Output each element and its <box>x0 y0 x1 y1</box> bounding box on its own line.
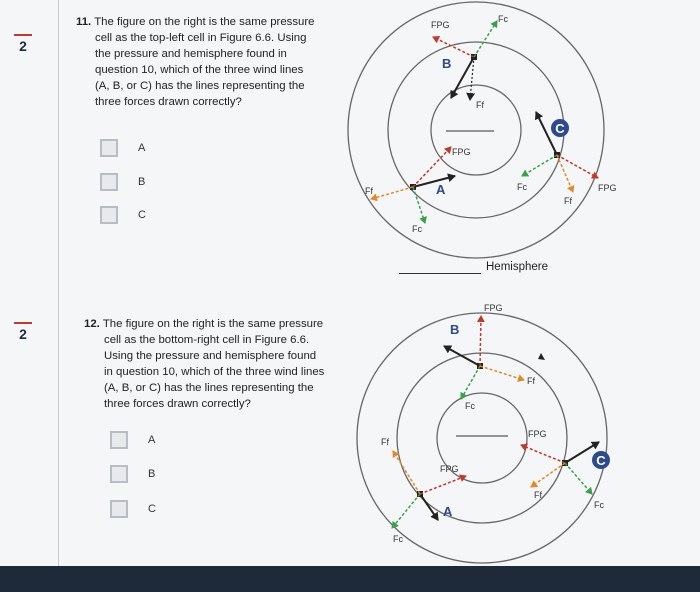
label-ff-a: Ff <box>365 186 373 196</box>
taskbar <box>0 566 700 592</box>
ff-arrow-b <box>480 366 524 380</box>
ff-arrow-c <box>557 155 573 192</box>
q11-points <box>8 34 38 54</box>
wind-line-a <box>420 494 438 520</box>
pressure-cell-figure-2 <box>340 290 700 566</box>
pressure-cell-figure-1 <box>340 0 700 260</box>
fc-arrow-a <box>413 187 425 223</box>
q12-line-0: The figure on the right is the same pressure <box>102 318 324 330</box>
q12-question-text <box>84 316 364 412</box>
ff-arrow-c <box>531 463 565 487</box>
option-label: B <box>148 468 156 480</box>
option-label: B <box>138 176 146 188</box>
label-ff-c: Ff <box>534 490 542 500</box>
label-ff-b: Ff <box>527 376 535 386</box>
checkbox[interactable] <box>110 431 128 449</box>
margin-line <box>58 0 59 566</box>
q11-question-text <box>76 14 356 110</box>
label-ff-c: Ff <box>564 196 572 206</box>
isobar-middle <box>388 42 564 218</box>
option-label: C <box>138 209 146 221</box>
ff-arrow-a <box>371 187 413 199</box>
label-fpg-b: FPG <box>484 303 503 313</box>
points-bar <box>14 34 32 36</box>
ff-arrow-a <box>393 451 420 494</box>
q12-option-b[interactable] <box>110 465 155 483</box>
option-label: A <box>138 142 146 154</box>
isobar-inner <box>431 85 521 175</box>
q11-number: 11. <box>76 16 92 28</box>
label-ff-a: Ff <box>381 437 389 447</box>
label-a: A <box>443 504 453 519</box>
label-fc-a: Fc <box>393 534 403 544</box>
q11-option-b[interactable] <box>100 173 145 191</box>
label-fpg-a: FPG <box>452 147 471 157</box>
label-a: A <box>436 182 446 197</box>
wind-line-b <box>451 57 474 98</box>
checkbox[interactable] <box>100 139 118 157</box>
q11-line-1: cell as the top-left cell in Figure 6.6. Using <box>95 32 307 44</box>
q12-line-4: (A, B, or C) has the lines representing the <box>104 382 314 394</box>
fpg-arrow-b <box>433 37 474 57</box>
checkbox[interactable] <box>110 500 128 518</box>
label-fpg-c: FPG <box>528 429 547 439</box>
q11-option-c[interactable] <box>100 206 146 224</box>
q11-line-0: The figure on the right is the same pressure <box>94 16 315 28</box>
fc-arrow-b <box>474 21 497 57</box>
hemisphere-label: Hemisphere <box>486 261 548 273</box>
label-fc-c: Fc <box>517 182 527 192</box>
q11-line-3: question 10, which of the three wind lines <box>95 64 304 76</box>
label-c: C <box>555 121 565 136</box>
option-label: A <box>148 434 156 446</box>
q11-option-a[interactable] <box>100 139 145 157</box>
q11-line-2: the pressure and hemisphere found in <box>95 48 287 60</box>
fc-arrow-c <box>522 155 557 176</box>
label-b: B <box>450 322 460 337</box>
checkbox[interactable] <box>110 465 128 483</box>
label-fc-b: Fc <box>498 14 508 24</box>
wind-line-b <box>444 346 480 366</box>
points-bar <box>14 322 32 324</box>
q12-option-a[interactable] <box>110 431 155 449</box>
option-label: C <box>148 503 156 515</box>
fc-arrow-a <box>392 494 420 528</box>
q12-line-1: cell as the bottom-right cell in Figure 6.6. <box>104 334 310 346</box>
q12-points <box>8 322 38 342</box>
hemisphere-blank-line <box>399 273 481 274</box>
q12-number: 12. <box>84 318 100 330</box>
label-b: B <box>442 56 452 71</box>
q12-line-5: three forces drawn correctly? <box>104 398 251 410</box>
label-fpg-c: FPG <box>598 183 617 193</box>
label-fc-c: Fc <box>594 500 604 510</box>
q11-line-5: three forces drawn correctly? <box>95 96 242 108</box>
q12-line-2: Using the pressure and hemisphere found <box>104 350 317 362</box>
label-fc-b: Fc <box>465 401 475 411</box>
checkbox[interactable] <box>100 206 118 224</box>
q11-line-4: (A, B, or C) has the lines representing the <box>95 80 305 92</box>
q12-option-c[interactable] <box>110 500 156 518</box>
label-fpg-b: FPG <box>431 20 450 30</box>
checkbox[interactable] <box>100 173 118 191</box>
fpg-arrow-c <box>521 445 565 463</box>
label-ff-b: Ff <box>476 100 484 110</box>
label-fpg-a: FPG <box>440 464 459 474</box>
label-c: C <box>596 453 606 468</box>
q12-points-value: 2 <box>19 326 27 342</box>
fpg-arrow-c <box>557 155 598 178</box>
label-fc-a: Fc <box>412 224 422 234</box>
fpg-arrow-b <box>480 316 481 366</box>
wind-line-a <box>413 176 455 187</box>
small-arrowhead-icon <box>538 353 545 360</box>
q12-line-3: in question 10, which of the three wind lines <box>104 366 325 378</box>
fc-arrow-c <box>565 463 592 494</box>
fpg-arrow-a <box>420 476 466 494</box>
q11-points-value: 2 <box>19 38 27 54</box>
